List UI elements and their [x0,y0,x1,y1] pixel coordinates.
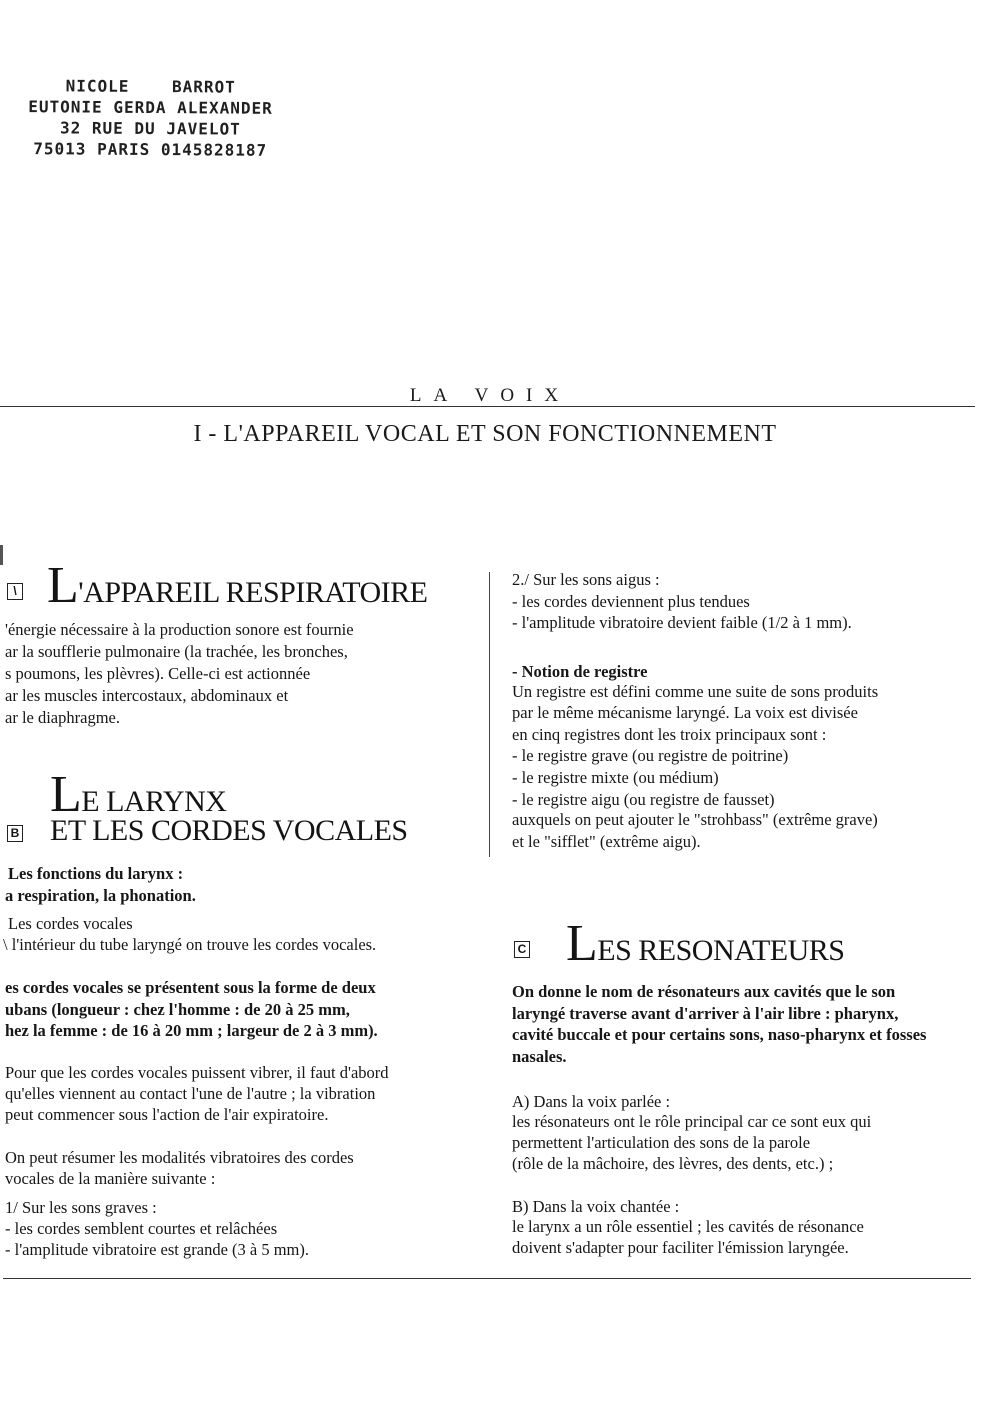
right-column-line: - le registre grave (ou registre de poitrine) [512,746,789,765]
right-column-line: - le registre mixte (ou médium) [512,768,719,787]
section-b-title-initial: L [50,766,82,823]
section-b-line: ubans (longueur : chez l'homme : de 20 à 25 mm, [5,1000,350,1019]
column-divider [489,572,490,857]
stamp-line-organization: EUTONIE GERDA ALEXANDER [28,97,273,118]
header-rule [0,406,975,407]
section-b-line: On peut résumer les modalités vibratoires des cordes [5,1148,354,1167]
section-c-line: B) Dans la voix chantée : [512,1197,680,1216]
right-column-line: par le même mécanisme laryngé. La voix est divisée [512,703,858,722]
right-column-line: - les cordes deviennent plus tendues [512,592,750,611]
right-column-line: 2./ Sur les sons aigus : [512,570,660,589]
section-a-line: ar les muscles intercostaux, abdominaux et [5,686,289,705]
footer-rule [3,1278,971,1279]
section-b-line: qu'elles viennent au contact l'une de l'autre ; la vibration [5,1084,376,1103]
section-c-line: A) Dans la voix parlée : [512,1092,671,1111]
page-edge-mark [0,545,3,565]
section-b-line: Les cordes vocales [8,914,133,933]
section-a-line: s poumons, les plèvres). Celle-ci est actionnée [5,664,311,683]
section-c-title-initial: L [566,915,598,972]
section-c-line: les résonateurs ont le rôle principal car ce sont eux qui [512,1112,872,1131]
section-c-line: On donne le nom de résonateurs aux cavités que le son [512,982,896,1001]
right-column-line: auxquels on peut ajouter le "strohbass" (extrême grave) [512,810,878,829]
right-column-line: et le "sifflet" (extrême aigu). [512,832,701,851]
section-c-line: permettent l'articulation des sons de la parole [512,1133,811,1152]
document-title: LA VOIX [409,385,571,406]
section-b-line: \ l'intérieur du tube laryngé on trouve les cordes vocales. [3,935,377,954]
section-b-line: hez la femme : de 16 à 20 mm ; largeur de 2 à 3 mm). [5,1021,378,1040]
section-a-line: ar le diaphragme. [5,708,120,727]
section-b-line: Les fonctions du larynx : [8,864,184,883]
stamp-line-name: NICOLE BARROT [65,76,236,97]
section-b-line: peut commencer sous l'action de l'air expiratoire. [5,1105,329,1124]
section-a-title [47,556,427,615]
section-a-badge: \ [7,583,23,600]
section-b-line: 1/ Sur les sons graves : [5,1198,157,1217]
right-column-line: - le registre aigu (ou registre de fausset) [512,790,775,809]
address-stamp [18,75,284,161]
section-c-title-rest: ES RESONATEURS [597,934,845,967]
section-b-title-rest: E LARYNX [81,785,227,818]
section-c-line: cavité buccale et pour certains sons, naso-pharynx et fosses [512,1025,927,1044]
section-b-title-line2: ET LES CORDES VOCALES [50,814,408,847]
section-b-line: vocales de la manière suivante : [5,1169,216,1188]
section-a-line: 'énergie nécessaire à la production sonore est fournie [5,620,354,639]
right-column-line: - l'amplitude vibratoire devient faible (1/2 à 1 mm). [512,613,852,632]
section-c-line: laryngé traverse avant d'arriver à l'air libre : pharynx, [512,1004,899,1023]
right-column-line: - Notion de registre [512,662,648,681]
section-b-badge: B [7,825,23,842]
section-a-title-initial: L [47,557,79,614]
section-a-line: ar la soufflerie pulmonaire (la trachée, les bronches, [5,642,348,661]
section-c-line: nasales. [512,1047,567,1066]
section-c-title [566,914,844,973]
right-column-line: en cinq registres dont les troix principaux sont : [512,725,827,744]
stamp-line-street: 32 RUE DU JAVELOT [59,118,241,139]
document-subtitle: I - L'APPAREIL VOCAL ET SON FONCTIONNEMENT [193,421,777,447]
section-c-line: (rôle de la mâchoire, des lèvres, des dents, etc.) ; [512,1154,834,1173]
section-b-line: a respiration, la phonation. [5,886,196,905]
section-c-line: le larynx a un rôle essentiel ; les cavités de résonance [512,1217,864,1236]
section-b-line: - l'amplitude vibratoire est grande (3 à 5 mm). [5,1240,310,1259]
right-column-line: Un registre est défini comme une suite de sons produits [512,682,879,701]
section-c-line: doivent s'adapter pour faciliter l'émission laryngée. [512,1238,849,1257]
section-b-line: Pour que les cordes vocales puissent vibrer, il faut d'abord [5,1063,389,1082]
section-a-title-rest: 'APPAREIL RESPIRATOIRE [78,576,428,609]
stamp-line-city-phone: 75013 PARIS 0145828187 [33,139,268,160]
section-c-badge: C [514,941,530,958]
section-b-line: es cordes vocales se présentent sous la forme de deux [5,978,376,997]
section-b-line: - les cordes semblent courtes et relâchées [5,1219,278,1238]
